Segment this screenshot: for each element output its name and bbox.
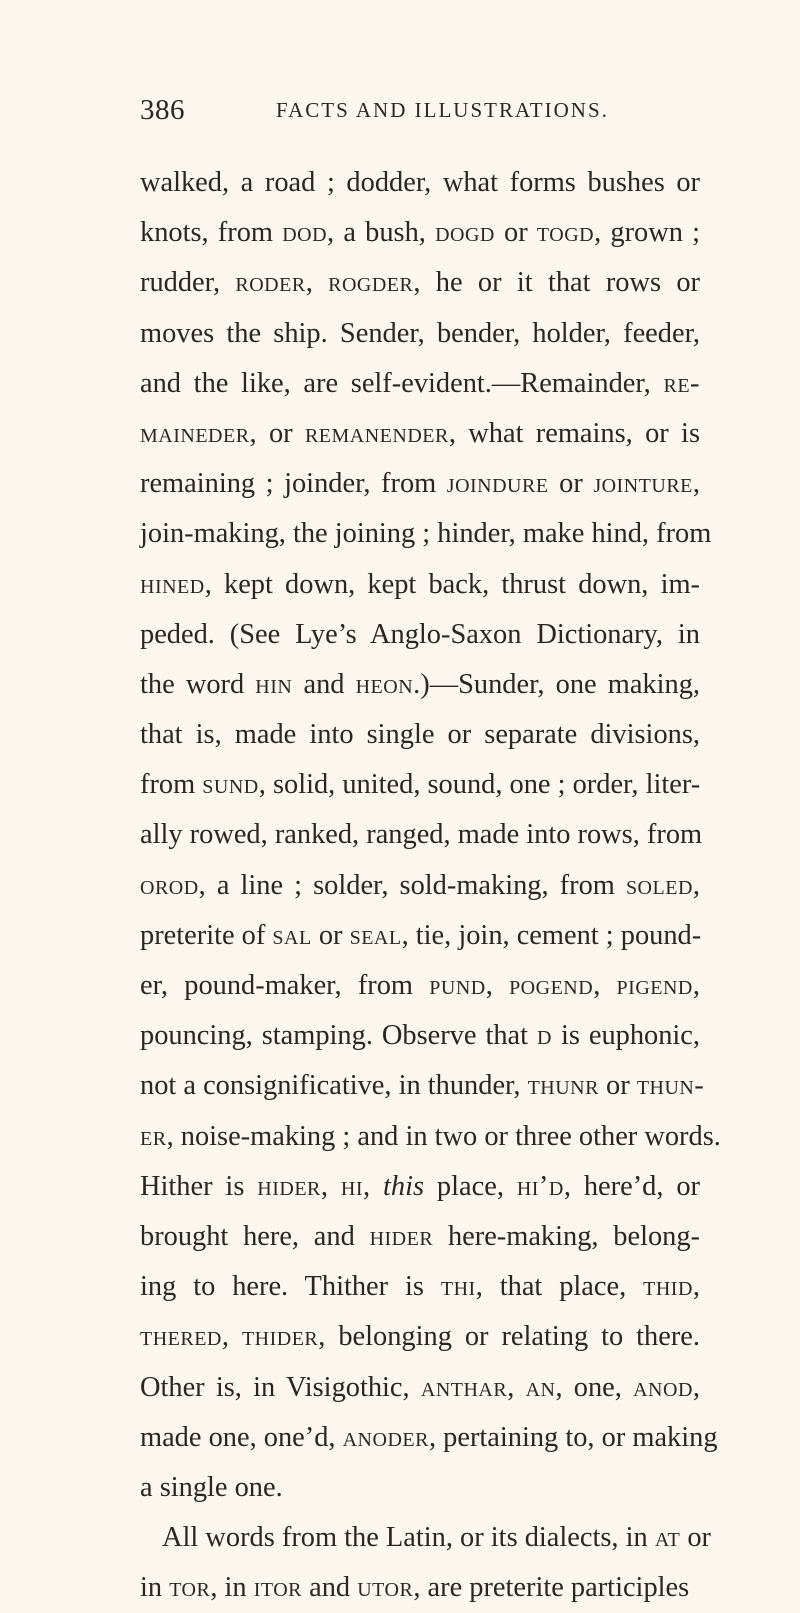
small-caps-term: thun- — [636, 1070, 705, 1102]
text-run: or — [494, 217, 537, 249]
text-run: , — [305, 267, 329, 299]
small-caps-term: rogder — [328, 267, 414, 299]
small-caps-term: pogend — [509, 970, 594, 1001]
small-caps-term: thi — [440, 1271, 476, 1303]
text-run: , — [363, 1170, 383, 1202]
small-caps-term: sund — [202, 769, 259, 801]
small-caps-term: hin — [255, 668, 293, 700]
small-caps-term: hider — [257, 1170, 321, 1202]
text-run: , — [692, 970, 700, 1001]
text-line — [140, 459, 700, 509]
text-run: or — [548, 468, 594, 500]
text-line — [140, 258, 700, 308]
small-caps-term: joindure — [446, 468, 549, 500]
small-caps-term: er — [140, 1120, 167, 1152]
text-run: or — [680, 1522, 712, 1554]
text-run: , grown ; — [594, 217, 700, 249]
text-run: , — [692, 869, 700, 901]
text-run: .)—Sunder, one making, — [413, 668, 701, 700]
page-header — [140, 94, 700, 134]
text-line — [140, 359, 700, 409]
text-run: , tie, join, cement ; pound- — [401, 919, 702, 951]
text-line — [140, 961, 700, 1011]
text-run: , what remains, or is — [448, 417, 700, 449]
small-caps-term: anoder — [342, 1421, 429, 1453]
text-line — [140, 509, 712, 559]
small-caps-term: itor — [253, 1572, 303, 1604]
text-run: , a bush, — [327, 217, 436, 249]
small-caps-term: roder — [235, 267, 306, 299]
text-run: , pertaining to, or making — [428, 1421, 718, 1453]
text-run: , — [692, 468, 700, 500]
text-line — [140, 810, 703, 860]
text-run: moves the ship. Sender, bender, holder, feeder, — [140, 317, 700, 349]
text-line — [140, 309, 700, 359]
body-text — [140, 158, 721, 1613]
text-run: or — [598, 1070, 637, 1102]
small-caps-term: thid — [643, 1271, 693, 1303]
text-run: or — [311, 919, 350, 951]
text-line — [140, 1563, 700, 1613]
text-run: , a line ; solder, sold-making, from — [198, 869, 626, 901]
text-run: , — [485, 970, 510, 1001]
text-run: remaining ; joinder, from — [140, 468, 447, 500]
small-caps-term: heon — [355, 668, 414, 700]
text-run: , — [593, 970, 617, 1001]
small-caps-term: maineder — [140, 417, 250, 449]
text-run: , he or it that rows or — [413, 267, 701, 299]
small-caps-term: togd — [536, 217, 595, 249]
text-run: Hither is — [140, 1170, 258, 1202]
text-line — [140, 158, 700, 208]
text-run: made one, one’d, — [140, 1421, 343, 1453]
small-caps-term: hi — [340, 1170, 363, 1202]
text-run: , one, — [555, 1371, 634, 1403]
small-caps-term: jointure — [593, 468, 693, 500]
text-run: All words from the Latin, or its dialects, in — [162, 1522, 655, 1554]
small-caps-term: anthar — [420, 1371, 508, 1403]
small-caps-term: dod — [282, 217, 328, 249]
text-run: , — [507, 1371, 526, 1403]
text-run: and the like, are self-evident.—Remainder, — [140, 367, 664, 399]
small-caps-term: tor — [169, 1572, 211, 1604]
text-run: , kept down, kept back, thrust down, im- — [204, 568, 700, 600]
running-head: FACTS AND ILLUSTRATIONS. — [276, 98, 609, 122]
text-run: , — [320, 1170, 341, 1202]
text-line — [140, 1162, 700, 1212]
text-run: , noise-making ; and in two or three other words. — [166, 1120, 721, 1152]
text-run: rudder, — [140, 267, 236, 299]
text-run: in — [140, 1572, 170, 1604]
small-caps-term: hider — [369, 1220, 434, 1252]
text-run: , or — [249, 417, 305, 449]
text-run: , in — [210, 1572, 254, 1604]
text-run: ally rowed, ranked, ranged, made into rows, from — [140, 819, 703, 851]
text-line — [140, 1011, 700, 1061]
text-run: , belonging or relating to there. — [318, 1321, 700, 1353]
small-caps-term: thunr — [527, 1070, 599, 1102]
text-run: here-making, belong- — [433, 1220, 700, 1252]
small-caps-term: hined — [140, 568, 205, 600]
text-run: not a consignificative, in thunder, — [140, 1070, 528, 1102]
text-run: peded. (See Lye’s Anglo-Saxon Dictionary, in — [140, 618, 700, 650]
text-run: Other is, in Visigothic, — [140, 1371, 421, 1403]
text-line — [140, 208, 700, 258]
small-caps-term: sal — [272, 919, 312, 951]
text-line — [140, 760, 700, 810]
small-caps-term: anod — [633, 1371, 693, 1403]
small-caps-term: hi’d — [516, 1170, 564, 1202]
text-run: , are preterite participles — [413, 1572, 690, 1604]
small-caps-term: an — [525, 1371, 556, 1403]
text-line — [140, 1312, 700, 1362]
text-run: place, — [424, 1170, 517, 1202]
page-number: 386 — [140, 94, 185, 126]
text-run: brought here, and — [140, 1220, 370, 1252]
text-run: , solid, united, sound, one ; order, liter- — [258, 769, 701, 801]
text-run: pouncing, stamping. Observe that — [140, 1020, 538, 1052]
text-line — [140, 911, 700, 961]
small-caps-term: orod — [140, 869, 199, 901]
small-caps-term: at — [654, 1522, 681, 1554]
text-run: and — [292, 668, 356, 700]
small-caps-term: pund — [429, 970, 486, 1001]
small-caps-term: d — [537, 1020, 552, 1052]
text-run: that is, made into single or separate divisions, — [140, 719, 700, 751]
italic-text: this — [383, 1170, 425, 1202]
small-caps-term: thider — [241, 1321, 319, 1353]
small-caps-term: utor — [357, 1572, 414, 1604]
text-line — [140, 610, 700, 660]
small-caps-term: dogd — [435, 217, 495, 249]
text-line — [140, 1061, 705, 1111]
text-run: ing to here. Thither is — [140, 1271, 441, 1303]
text-line — [140, 710, 700, 760]
text-line — [140, 660, 700, 710]
small-caps-term: pigend — [616, 970, 693, 1001]
text-line — [140, 1112, 721, 1162]
text-line — [140, 1262, 700, 1312]
text-line — [140, 1463, 700, 1513]
text-run: , here’d, or — [563, 1170, 700, 1202]
small-caps-term: remanender — [304, 417, 449, 449]
small-caps-term: thered — [140, 1321, 222, 1353]
text-run: , that place, — [475, 1271, 644, 1303]
text-run: , — [692, 1271, 700, 1303]
text-line — [140, 1212, 700, 1262]
text-run: the word — [140, 668, 256, 700]
text-run: and — [302, 1572, 358, 1604]
small-caps-term: re- — [663, 367, 700, 399]
text-run: knots, from — [140, 217, 283, 249]
text-run: is euphonic, — [551, 1020, 701, 1052]
text-run: walked, a road ; dodder, what forms bushes or — [140, 167, 700, 198]
text-line — [140, 1413, 718, 1463]
text-line — [140, 560, 700, 610]
text-run: er, pound-maker, from — [140, 970, 430, 1001]
text-run: a single one. — [140, 1471, 283, 1503]
text-line — [140, 861, 700, 911]
text-line — [140, 1363, 700, 1413]
text-run: , — [221, 1321, 242, 1353]
small-caps-term: soled — [625, 869, 693, 901]
small-caps-term: seal — [349, 919, 402, 951]
text-run: , — [692, 1371, 700, 1403]
text-run: preterite of — [140, 919, 273, 951]
text-line — [140, 409, 700, 459]
text-run: from — [140, 769, 203, 801]
text-run: join-making, the joining ; hinder, make hind, from — [140, 518, 712, 550]
text-line — [140, 1513, 712, 1563]
